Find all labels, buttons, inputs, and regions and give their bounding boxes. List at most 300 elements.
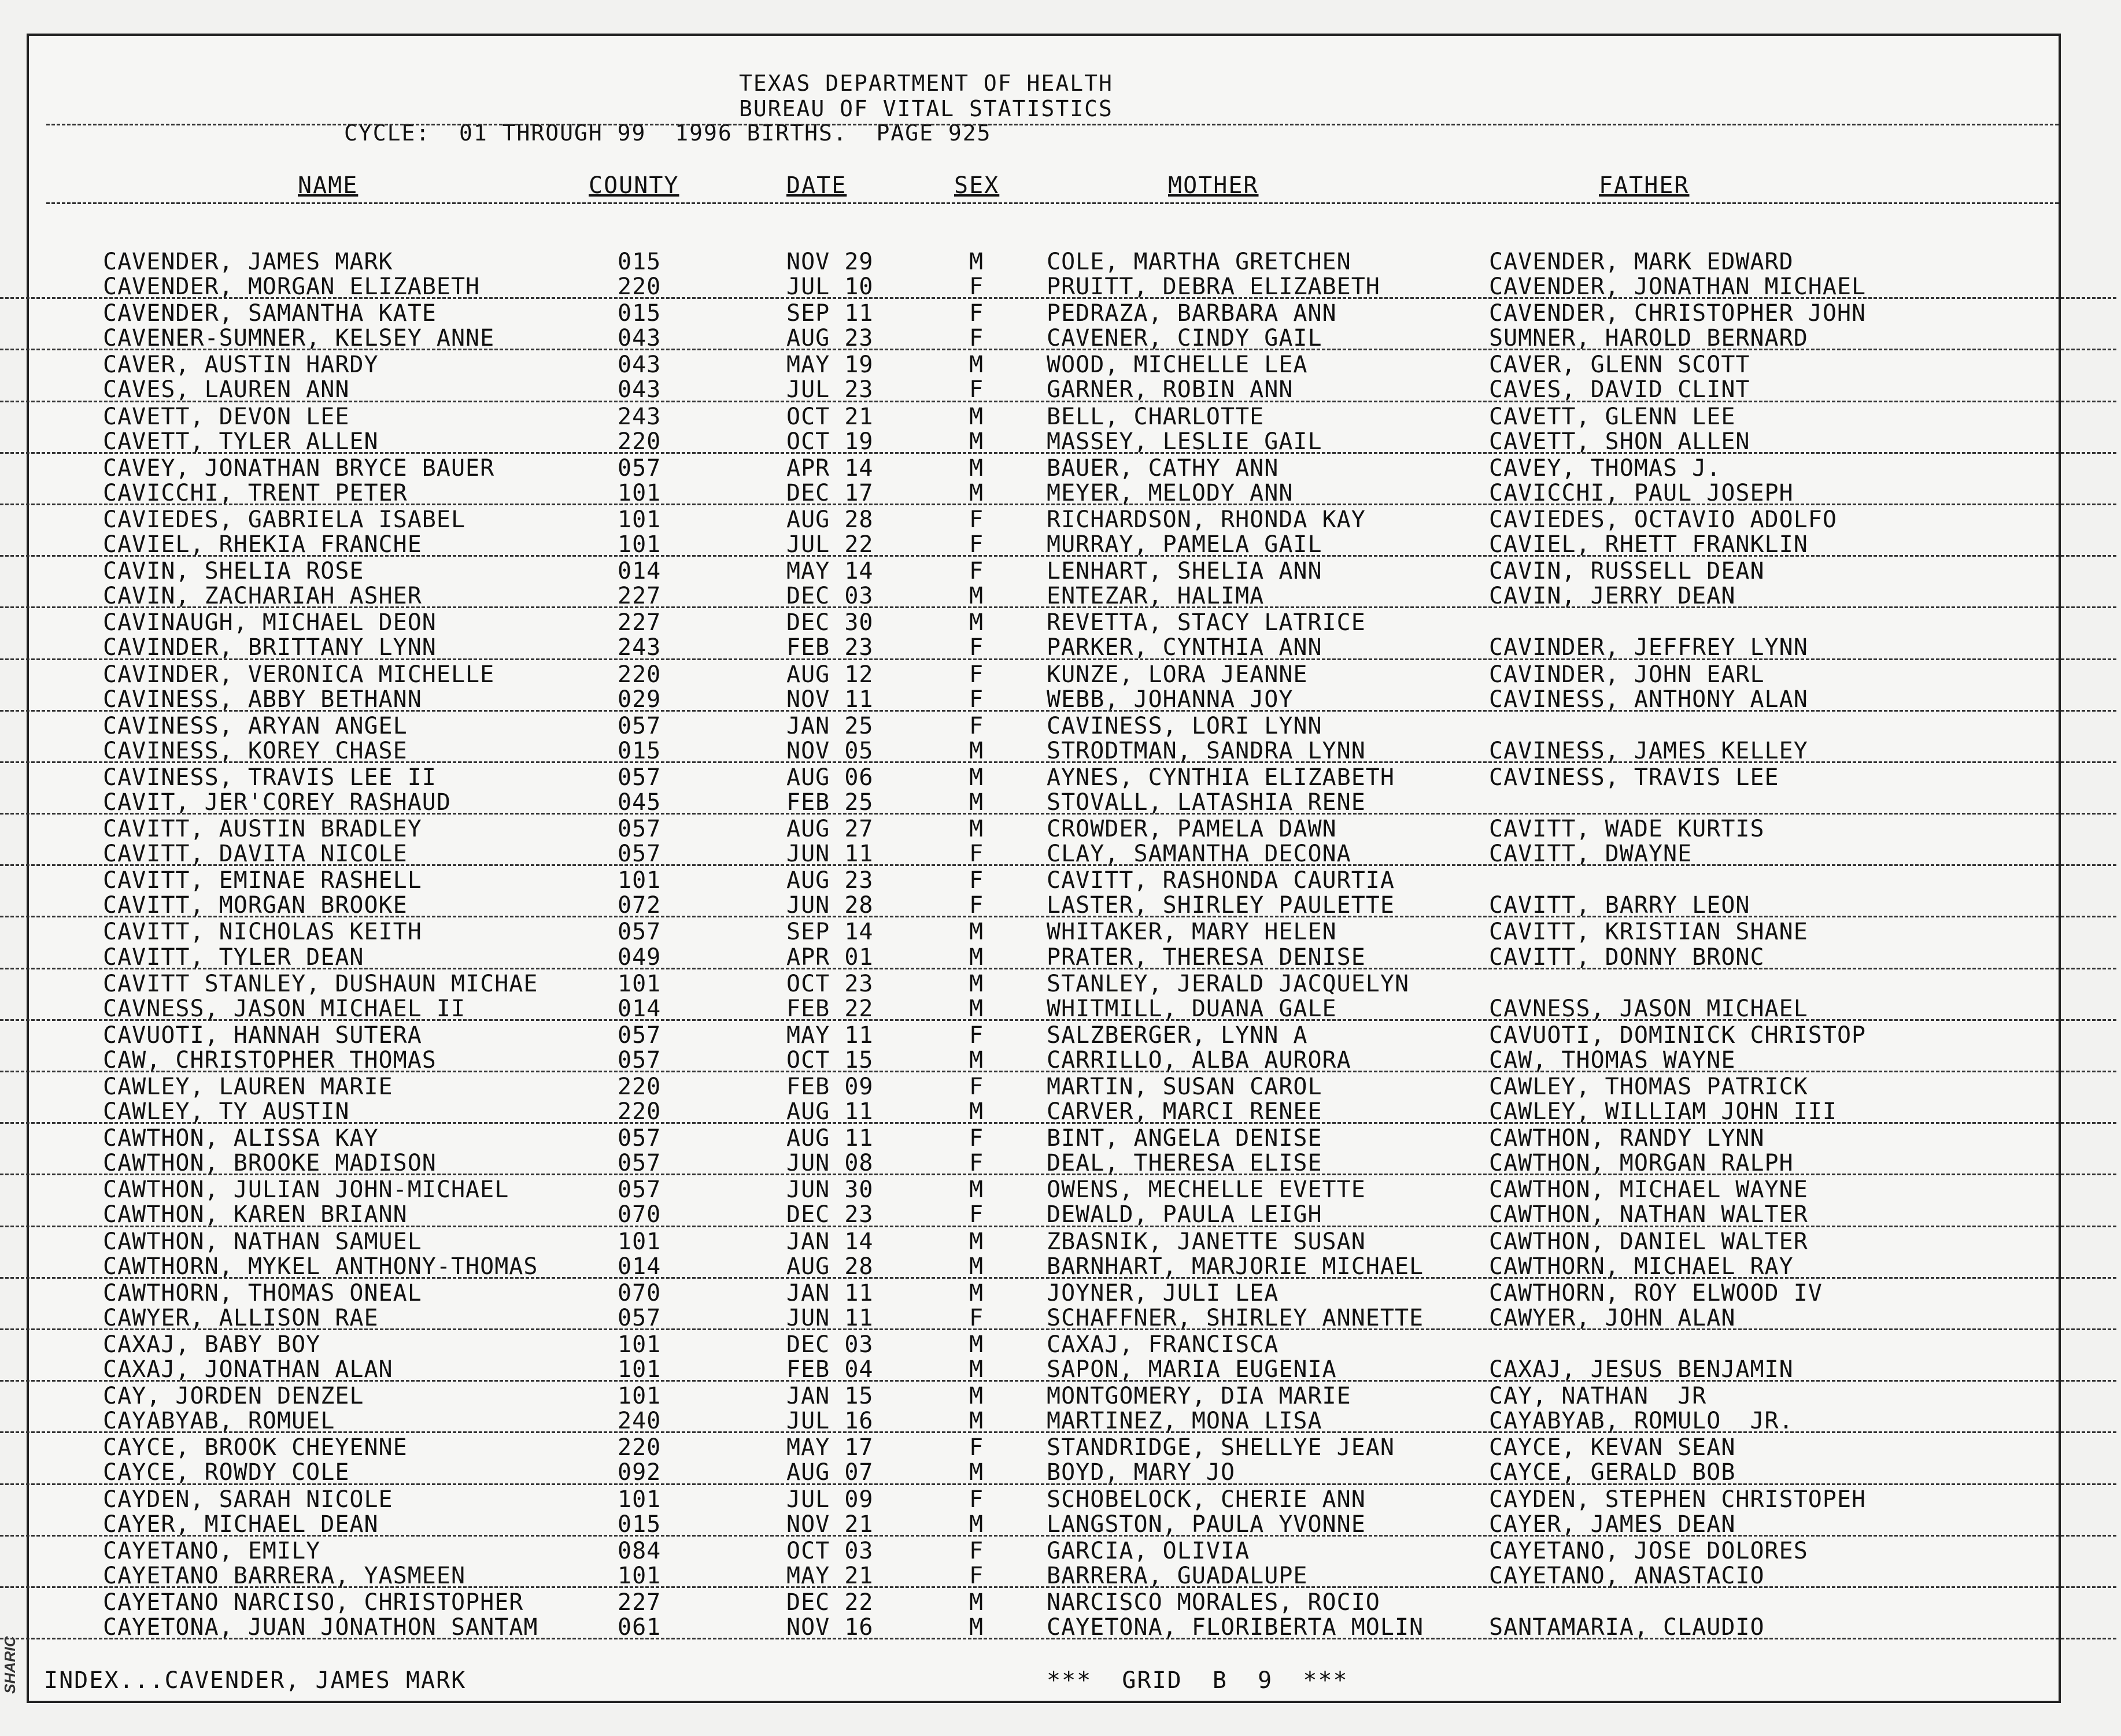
- cell-date: AUG 23: [786, 867, 874, 894]
- cell-name: CAVEY, JONATHAN BRYCE BAUER: [103, 454, 495, 482]
- cell-sex: F: [969, 376, 984, 404]
- cell-sex: F: [969, 506, 984, 533]
- cell-sex: M: [969, 351, 984, 379]
- cell-county: 101: [618, 1562, 662, 1589]
- cell-father: CAVINESS, JAMES KELLEY: [1489, 737, 1808, 764]
- cell-sex: M: [969, 403, 984, 430]
- cell-father: CAVITT, DWAYNE: [1489, 841, 1693, 868]
- table-row: [0, 917, 2116, 946]
- cell-date: FEB 22: [786, 995, 874, 1022]
- cell-county: 057: [618, 1021, 662, 1049]
- cell-sex: F: [969, 1434, 984, 1461]
- cell-father: CAWYER, JOHN ALAN: [1489, 1304, 1736, 1331]
- cell-mother: CAVENER, CINDY GAIL: [1047, 325, 1322, 352]
- table-row: [0, 633, 2116, 660]
- cell-sex: M: [969, 1356, 984, 1383]
- cell-date: OCT 23: [786, 970, 874, 997]
- cell-date: OCT 19: [786, 428, 874, 455]
- cell-date: AUG 06: [786, 764, 874, 791]
- cell-county: 057: [618, 1046, 662, 1074]
- cell-father: CAVES, DAVID CLINT: [1489, 376, 1750, 404]
- cell-date: NOV 21: [786, 1511, 874, 1538]
- cell-county: 101: [618, 867, 662, 894]
- cell-father: CAWTHORN, MICHAEL RAY: [1489, 1253, 1794, 1280]
- table-row: [0, 505, 2116, 533]
- header-subtitle: BUREAU OF VITAL STATISTICS: [739, 96, 1113, 121]
- cell-father: CAWTHON, DANIEL WALTER: [1489, 1228, 1808, 1255]
- table-row: [0, 736, 2116, 763]
- cell-mother: SALZBERGER, LYNN A: [1047, 1021, 1308, 1049]
- table-row: [0, 1330, 2116, 1358]
- table-row: [0, 1485, 2116, 1513]
- cell-sex: F: [969, 1201, 984, 1228]
- cell-father: CAYER, JAMES DEAN: [1489, 1511, 1736, 1538]
- cell-date: MAY 14: [786, 558, 874, 585]
- cell-date: NOV 29: [786, 249, 874, 275]
- cell-name: CAVITT, EMINAE RASHELL: [103, 867, 422, 894]
- cell-name: CAVINESS, TRAVIS LEE II: [103, 764, 437, 791]
- cell-date: DEC 17: [786, 479, 874, 506]
- cell-mother: AYNES, CYNTHIA ELIZABETH: [1047, 764, 1395, 791]
- cell-sex: F: [969, 1537, 984, 1564]
- cell-name: CAWTHON, JULIAN JOHN-MICHAEL: [103, 1176, 509, 1204]
- cell-mother: MONTGOMERY, DIA MARIE: [1047, 1383, 1351, 1410]
- cell-county: 243: [618, 403, 662, 430]
- cell-date: JUN 08: [786, 1150, 874, 1177]
- cell-county: 029: [618, 686, 662, 713]
- cell-county: 057: [618, 919, 662, 946]
- cell-name: CAWTHON, NATHAN SAMUEL: [103, 1228, 422, 1255]
- table-row: [0, 1252, 2116, 1279]
- cell-county: 057: [618, 1125, 662, 1152]
- table-row: [0, 712, 2116, 739]
- cell-father: CAVITT, KRISTIAN SHANE: [1489, 919, 1808, 946]
- cell-sex: M: [969, 1331, 984, 1358]
- cell-date: JUL 09: [786, 1486, 874, 1513]
- cell-sex: M: [969, 1589, 984, 1616]
- column-header-date: DATE: [786, 172, 847, 199]
- cell-sex: M: [969, 1511, 984, 1538]
- column-header-sex: SEX: [954, 172, 1000, 199]
- cell-county: 014: [618, 558, 662, 585]
- cell-name: CAVIT, JER'COREY RASHAUD: [103, 789, 451, 816]
- cell-father: CAVICCHI, PAUL JOSEPH: [1489, 479, 1794, 506]
- cell-name: CAVITT STANLEY, DUSHAUN MICHAE: [103, 970, 538, 997]
- table-row: [0, 1510, 2116, 1537]
- table-row: [0, 685, 2116, 712]
- cell-county: 070: [618, 1279, 662, 1306]
- cell-name: CAYETANO, EMILY: [103, 1537, 321, 1564]
- cell-sex: M: [969, 789, 984, 816]
- cell-county: 045: [618, 789, 662, 816]
- cell-father: CAVINDER, JEFFREY LYNN: [1489, 634, 1808, 661]
- table-row: [0, 1200, 2116, 1227]
- cell-mother: OWENS, MECHELLE EVETTE: [1047, 1176, 1366, 1204]
- column-header-divider: [46, 202, 2059, 204]
- records-table: [0, 247, 2116, 1639]
- cell-mother: CROWDER, PAMELA DAWN: [1047, 816, 1337, 843]
- cell-date: AUG 11: [786, 1098, 874, 1126]
- cell-date: OCT 15: [786, 1046, 874, 1074]
- cell-father: CAWTHON, MICHAEL WAYNE: [1489, 1176, 1808, 1204]
- cell-father: CAVENDER, MARK EDWARD: [1489, 249, 1794, 275]
- cell-date: DEC 22: [786, 1589, 874, 1616]
- cell-name: CAVITT, DAVITA NICOLE: [103, 841, 408, 868]
- table-row: [0, 1021, 2116, 1049]
- cell-county: 061: [618, 1613, 662, 1641]
- cell-sex: M: [969, 943, 984, 971]
- cell-county: 057: [618, 454, 662, 482]
- cell-county: 057: [618, 764, 662, 791]
- cell-county: 220: [618, 661, 662, 688]
- cell-sex: M: [969, 249, 984, 275]
- cell-sex: F: [969, 1125, 984, 1152]
- cell-county: 057: [618, 816, 662, 843]
- cell-sex: F: [969, 1021, 984, 1049]
- cell-date: DEC 03: [786, 1331, 874, 1358]
- cell-mother: RICHARDSON, RHONDA KAY: [1047, 506, 1366, 533]
- cell-name: CAVICCHI, TRENT PETER: [103, 479, 408, 506]
- cell-mother: WOOD, MICHELLE LEA: [1047, 351, 1308, 379]
- cell-mother: MURRAY, PAMELA GAIL: [1047, 531, 1322, 558]
- cell-father: CAWTHON, RANDY LYNN: [1489, 1125, 1765, 1152]
- cell-mother: PRUITT, DEBRA ELIZABETH: [1047, 273, 1380, 301]
- cell-county: 101: [618, 479, 662, 506]
- cell-mother: GARCIA, OLIVIA: [1047, 1537, 1250, 1564]
- cell-father: CAW, THOMAS WAYNE: [1489, 1046, 1736, 1074]
- cell-date: JUL 16: [786, 1408, 874, 1435]
- cell-name: CAVIN, SHELIA ROSE: [103, 558, 364, 585]
- cell-sex: M: [969, 1459, 984, 1486]
- cell-father: CAWTHORN, ROY ELWOOD IV: [1489, 1279, 1823, 1306]
- table-row: [0, 994, 2116, 1021]
- cell-sex: M: [969, 454, 984, 482]
- table-row: [0, 272, 2116, 299]
- cell-date: OCT 03: [786, 1537, 874, 1564]
- table-row: [0, 1433, 2116, 1461]
- cell-sex: M: [969, 1279, 984, 1306]
- cell-sex: M: [969, 764, 984, 791]
- cell-mother: WEBB, JOHANNA JOY: [1047, 686, 1294, 713]
- cell-mother: LENHART, SHELIA ANN: [1047, 558, 1322, 585]
- cell-father: CAYABYAB, ROMULO JR.: [1489, 1408, 1794, 1435]
- cell-sex: M: [969, 1408, 984, 1435]
- cell-date: JUL 22: [786, 531, 874, 558]
- header-cycle: CYCLE: 01 THROUGH 99 1996 BIRTHS. PAGE 925: [344, 120, 992, 146]
- cell-county: 220: [618, 428, 662, 455]
- table-row: [0, 660, 2116, 688]
- cell-county: 015: [618, 249, 662, 275]
- cell-mother: CARVER, MARCI RENEE: [1047, 1098, 1322, 1126]
- table-row: [0, 1149, 2116, 1175]
- cell-mother: LASTER, SHIRLEY PAULETTE: [1047, 892, 1395, 919]
- cell-mother: ZBASNIK, JANETTE SUSAN: [1047, 1228, 1366, 1255]
- cell-county: 227: [618, 609, 662, 636]
- cell-father: CAVETT, SHON ALLEN: [1489, 428, 1750, 455]
- cell-county: 072: [618, 892, 662, 919]
- cell-name: CAWLEY, LAUREN MARIE: [103, 1074, 393, 1100]
- cell-date: MAY 11: [786, 1021, 874, 1049]
- cell-county: 101: [618, 1228, 662, 1255]
- cell-mother: REVETTA, STACY LATRICE: [1047, 609, 1366, 636]
- cell-date: AUG 07: [786, 1459, 874, 1486]
- table-row: [0, 324, 2116, 350]
- cell-date: AUG 28: [786, 1253, 874, 1280]
- cell-mother: MEYER, MELODY ANN: [1047, 479, 1294, 506]
- cell-date: FEB 25: [786, 789, 874, 816]
- cell-mother: LANGSTON, PAULA YVONNE: [1047, 1511, 1366, 1538]
- table-row: [0, 1124, 2116, 1152]
- cell-date: DEC 30: [786, 609, 874, 636]
- table-row: [0, 1537, 2116, 1564]
- cell-father: CAVIN, RUSSELL DEAN: [1489, 558, 1765, 585]
- cell-sex: M: [969, 995, 984, 1022]
- cell-date: JUL 10: [786, 273, 874, 301]
- cell-name: CAYETANO NARCISO, CHRISTOPHER: [103, 1589, 524, 1616]
- cell-mother: STANDRIDGE, SHELLYE JEAN: [1047, 1434, 1395, 1461]
- cell-mother: MARTINEZ, MONA LISA: [1047, 1408, 1322, 1435]
- cell-sex: M: [969, 1383, 984, 1410]
- cell-county: 243: [618, 634, 662, 661]
- cell-name: CAYDEN, SARAH NICOLE: [103, 1486, 393, 1513]
- cell-county: 043: [618, 351, 662, 379]
- cell-name: CAYABYAB, ROMUEL: [103, 1408, 335, 1435]
- table-row: [0, 891, 2116, 917]
- cell-county: 220: [618, 1074, 662, 1100]
- cell-date: APR 01: [786, 943, 874, 971]
- cell-date: OCT 21: [786, 403, 874, 430]
- cell-father: CAWLEY, THOMAS PATRICK: [1489, 1074, 1808, 1100]
- table-row: [0, 1097, 2116, 1124]
- cell-father: CAYCE, GERALD BOB: [1489, 1459, 1736, 1486]
- table-row: [0, 866, 2116, 894]
- cell-father: CAVITT, BARRY LEON: [1489, 892, 1750, 919]
- cell-name: CAVES, LAUREN ANN: [103, 376, 350, 404]
- cell-mother: PRATER, THERESA DENISE: [1047, 943, 1366, 971]
- table-row: [0, 479, 2116, 505]
- cell-date: AUG 27: [786, 816, 874, 843]
- cell-mother: JOYNER, JULI LEA: [1047, 1279, 1279, 1306]
- cell-father: CAVIEDES, OCTAVIO ADOLFO: [1489, 506, 1837, 533]
- cell-county: 057: [618, 1176, 662, 1204]
- cell-name: CAWTHON, BROOKE MADISON: [103, 1150, 437, 1177]
- table-row: [0, 402, 2116, 430]
- cell-father: CAYETANO, ANASTACIO: [1489, 1562, 1765, 1589]
- cell-county: 101: [618, 531, 662, 558]
- table-row: [0, 1382, 2116, 1410]
- cell-mother: BARRERA, GUADALUPE: [1047, 1562, 1308, 1589]
- cell-mother: CAVINESS, LORI LYNN: [1047, 712, 1322, 739]
- cell-father: CAVUOTI, DOMINICK CHRISTOP: [1489, 1021, 1867, 1049]
- cell-name: CAWTHON, KAREN BRIANN: [103, 1201, 408, 1228]
- cell-father: CAWTHON, NATHAN WALTER: [1489, 1201, 1808, 1228]
- cell-county: 220: [618, 273, 662, 301]
- cell-mother: MASSEY, LESLIE GAIL: [1047, 428, 1322, 455]
- cell-county: 015: [618, 300, 662, 327]
- header-divider: [46, 124, 2059, 125]
- table-row: [0, 1279, 2116, 1304]
- cell-mother: BOYD, MARY JO: [1047, 1459, 1236, 1486]
- cell-date: JAN 15: [786, 1383, 874, 1410]
- side-label: SHARIC: [1, 1636, 19, 1694]
- cell-county: 015: [618, 737, 662, 764]
- cell-sex: M: [969, 1098, 984, 1126]
- table-row: [0, 839, 2116, 866]
- table-row: [0, 815, 2116, 843]
- cell-sex: M: [969, 583, 984, 610]
- cell-date: DEC 03: [786, 583, 874, 610]
- cell-county: 057: [618, 712, 662, 739]
- table-row: [0, 427, 2116, 454]
- cell-mother: CARRILLO, ALBA AURORA: [1047, 1046, 1351, 1074]
- table-row: [0, 375, 2116, 402]
- cell-date: FEB 23: [786, 634, 874, 661]
- cell-county: 084: [618, 1537, 662, 1564]
- cell-sex: M: [969, 479, 984, 506]
- cell-name: CAVITT, AUSTIN BRADLEY: [103, 816, 422, 843]
- cell-county: 057: [618, 841, 662, 868]
- cell-mother: DEAL, THERESA ELISE: [1047, 1150, 1322, 1177]
- cell-mother: WHITAKER, MARY HELEN: [1047, 919, 1337, 946]
- cell-name: CAVINDER, BRITTANY LYNN: [103, 634, 437, 661]
- cell-sex: F: [969, 1562, 984, 1589]
- cell-mother: CAVITT, RASHONDA CAURTIA: [1047, 867, 1395, 894]
- cell-date: SEP 11: [786, 300, 874, 327]
- cell-sex: F: [969, 841, 984, 868]
- cell-date: AUG 12: [786, 661, 874, 688]
- table-row: [0, 582, 2116, 608]
- footer-index: INDEX...CAVENDER, JAMES MARK: [44, 1667, 467, 1694]
- cell-name: CAYETANO BARRERA, YASMEEN: [103, 1562, 466, 1589]
- table-row: [0, 608, 2116, 636]
- cell-mother: BARNHART, MARJORIE MICHAEL: [1047, 1253, 1424, 1280]
- cell-name: CAVIEL, RHEKIA FRANCHE: [103, 531, 422, 558]
- cell-father: SUMNER, HAROLD BERNARD: [1489, 325, 1808, 352]
- cell-date: JUN 11: [786, 841, 874, 868]
- cell-sex: F: [969, 273, 984, 301]
- cell-sex: M: [969, 1253, 984, 1280]
- cell-date: NOV 05: [786, 737, 874, 764]
- cell-name: CAVINESS, KOREY CHASE: [103, 737, 408, 764]
- cell-mother: CAYETONA, FLORIBERTA MOLIN: [1047, 1613, 1424, 1641]
- cell-county: 057: [618, 1304, 662, 1331]
- cell-date: JUN 11: [786, 1304, 874, 1331]
- cell-county: 049: [618, 943, 662, 971]
- cell-name: CAVINAUGH, MICHAEL DEON: [103, 609, 437, 636]
- cell-date: JAN 25: [786, 712, 874, 739]
- table-row: [0, 1406, 2116, 1433]
- cell-date: AUG 28: [786, 506, 874, 533]
- cell-county: 101: [618, 1383, 662, 1410]
- cell-sex: F: [969, 712, 984, 739]
- cell-name: CAVNESS, JASON MICHAEL II: [103, 995, 466, 1022]
- cell-county: 043: [618, 376, 662, 404]
- cell-sex: M: [969, 816, 984, 843]
- cell-name: CAYCE, BROOK CHEYENNE: [103, 1434, 408, 1461]
- cell-name: CAVENDER, SAMANTHA KATE: [103, 300, 437, 327]
- cell-mother: STANLEY, JERALD JACQUELYN: [1047, 970, 1410, 997]
- cell-mother: BINT, ANGELA DENISE: [1047, 1125, 1322, 1152]
- table-row: [0, 1355, 2116, 1382]
- cell-mother: BAUER, CATHY ANN: [1047, 454, 1279, 482]
- table-row: [0, 943, 2116, 969]
- column-header-county: COUNTY: [589, 172, 679, 199]
- cell-sex: F: [969, 1074, 984, 1100]
- cell-mother: DEWALD, PAULA LEIGH: [1047, 1201, 1322, 1228]
- cell-sex: F: [969, 325, 984, 352]
- cell-sex: F: [969, 686, 984, 713]
- cell-mother: ENTEZAR, HALIMA: [1047, 583, 1265, 610]
- cell-name: CAVINESS, ABBY BETHANN: [103, 686, 422, 713]
- cell-mother: SCHOBELOCK, CHERIE ANN: [1047, 1486, 1366, 1513]
- cell-date: APR 14: [786, 454, 874, 482]
- cell-father: CAVIN, JERRY DEAN: [1489, 583, 1736, 610]
- table-row: [0, 1613, 2116, 1639]
- cell-county: 015: [618, 1511, 662, 1538]
- cell-sex: F: [969, 1486, 984, 1513]
- cell-name: CAVENDER, JAMES MARK: [103, 249, 393, 275]
- cell-date: MAY 21: [786, 1562, 874, 1589]
- cell-sex: F: [969, 558, 984, 585]
- table-row: [0, 1046, 2116, 1072]
- cell-father: CAY, NATHAN JR: [1489, 1383, 1707, 1410]
- cell-father: CAYETANO, JOSE DOLORES: [1489, 1537, 1808, 1564]
- cell-county: 220: [618, 1098, 662, 1126]
- cell-mother: BELL, CHARLOTTE: [1047, 403, 1265, 430]
- table-row: [0, 350, 2116, 379]
- cell-date: MAY 19: [786, 351, 874, 379]
- cell-father: CAVINDER, JOHN EARL: [1489, 661, 1765, 688]
- cell-father: CAVITT, DONNY BRONC: [1489, 943, 1765, 971]
- cell-date: NOV 16: [786, 1613, 874, 1641]
- cell-father: CAVENDER, JONATHAN MICHAEL: [1489, 273, 1867, 301]
- table-row: [0, 247, 2116, 275]
- cell-sex: M: [969, 919, 984, 946]
- cell-county: 014: [618, 1253, 662, 1280]
- table-row: [0, 1227, 2116, 1255]
- cell-date: AUG 23: [786, 325, 874, 352]
- column-header-name: NAME: [298, 172, 359, 199]
- cell-sex: M: [969, 737, 984, 764]
- cell-sex: F: [969, 1150, 984, 1177]
- cell-county: 101: [618, 970, 662, 997]
- cell-name: CAVIEDES, GABRIELA ISABEL: [103, 506, 466, 533]
- table-row: [0, 1588, 2116, 1616]
- cell-father: CAYDEN, STEPHEN CHRISTOPEH: [1489, 1486, 1867, 1513]
- cell-mother: CLAY, SAMANTHA DECONA: [1047, 841, 1351, 868]
- table-row: [0, 557, 2116, 585]
- cell-county: 240: [618, 1408, 662, 1435]
- cell-county: 101: [618, 506, 662, 533]
- column-header-mother: MOTHER: [1168, 172, 1259, 199]
- cell-father: CAXAJ, JESUS BENJAMIN: [1489, 1356, 1794, 1383]
- cell-sex: M: [969, 1228, 984, 1255]
- cell-mother: SCHAFFNER, SHIRLEY ANNETTE: [1047, 1304, 1424, 1331]
- cell-mother: STOVALL, LATASHIA RENE: [1047, 789, 1366, 816]
- cell-mother: COLE, MARTHA GRETCHEN: [1047, 249, 1351, 275]
- cell-date: JUN 30: [786, 1176, 874, 1204]
- column-header-father: FATHER: [1599, 172, 1690, 199]
- cell-name: CAW, CHRISTOPHER THOMAS: [103, 1046, 437, 1074]
- cell-sex: F: [969, 1304, 984, 1331]
- cell-date: AUG 11: [786, 1125, 874, 1152]
- cell-father: CAWTHON, MORGAN RALPH: [1489, 1150, 1794, 1177]
- cell-name: CAWLEY, TY AUSTIN: [103, 1098, 350, 1126]
- cell-sex: F: [969, 531, 984, 558]
- cell-mother: PEDRAZA, BARBARA ANN: [1047, 300, 1337, 327]
- cell-mother: KUNZE, LORA JEANNE: [1047, 661, 1308, 688]
- table-row: [0, 969, 2116, 997]
